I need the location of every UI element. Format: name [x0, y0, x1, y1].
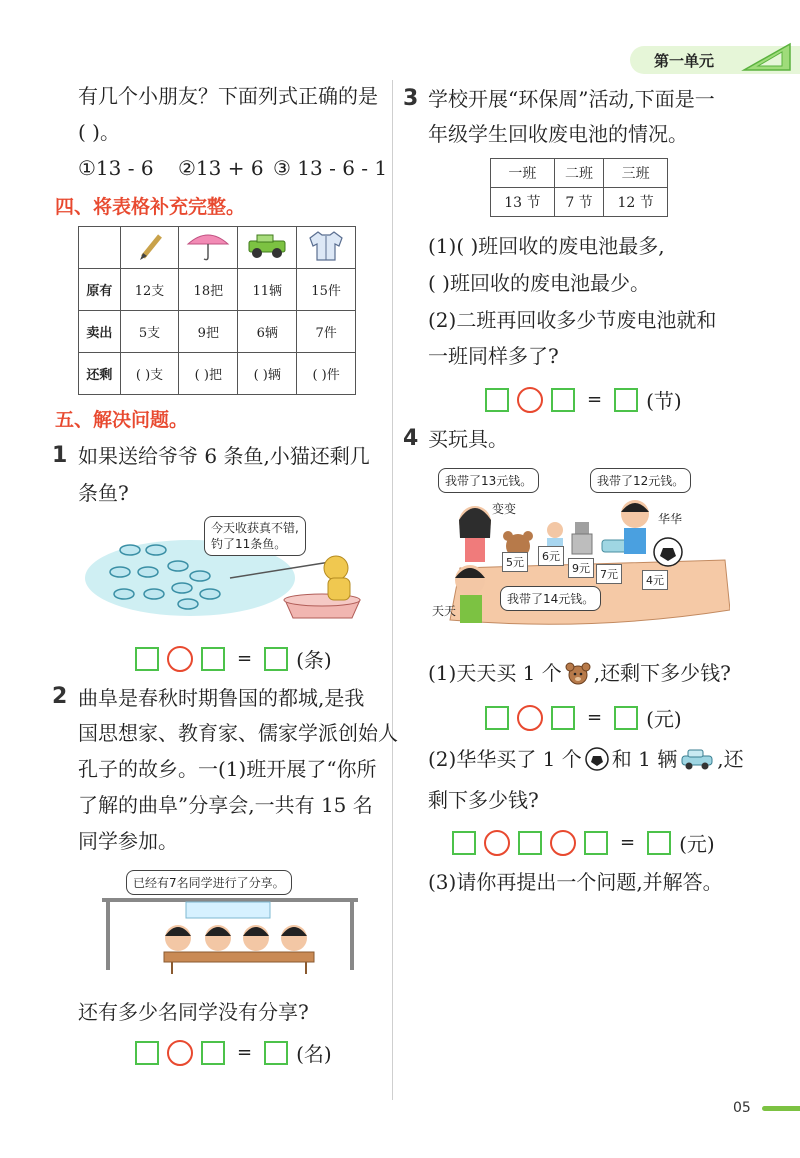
unit-title: 第一单元 [654, 52, 715, 70]
class-3-header: 三班 [604, 159, 668, 188]
problem-3-sub2b: 一班同样多了? [428, 344, 559, 368]
bear-icon [564, 660, 592, 686]
answer-box[interactable] [135, 1041, 159, 1065]
q-tail-line2: ( )。 [78, 120, 120, 144]
toy-shop-illustration [430, 460, 730, 632]
shirt-icon [306, 229, 346, 263]
toy-car-icon [679, 747, 715, 771]
unit-label: (节) [646, 389, 682, 413]
unit-label: (条) [296, 648, 332, 672]
equals-sign: = [237, 648, 253, 669]
problem-4-sub2-a: (2)华华买了 1 个 [428, 747, 582, 771]
problem-2-line5: 同学参加。 [78, 829, 178, 853]
cell: 6辆 [238, 311, 297, 353]
price-tag-ball: 4元 [642, 570, 668, 590]
jeep-icon [243, 231, 291, 261]
unit-header [630, 46, 800, 74]
problem-2-equation [135, 1038, 332, 1067]
problem-3-line2: 年级学生回收废电池的情况。 [428, 122, 688, 146]
fishing-illustration [80, 510, 380, 625]
operator-circle[interactable] [167, 1040, 193, 1066]
ruler-icon [740, 40, 796, 74]
problem-1-number: 1 [52, 443, 68, 468]
answer-box[interactable] [647, 831, 671, 855]
problem-4-sub3: (3)请你再提出一个问题,并解答。 [428, 870, 723, 894]
fill-table [78, 226, 356, 395]
operator-circle[interactable] [517, 387, 543, 413]
price-tag-doll: 6元 [538, 546, 564, 566]
answer-box[interactable] [551, 706, 575, 730]
answer-box[interactable] [614, 388, 638, 412]
cell: 18把 [179, 269, 238, 311]
answer-box[interactable] [264, 647, 288, 671]
problem-4-equation-1 [485, 703, 682, 732]
problem-4-sub2-d: 剩下多少钱? [428, 788, 539, 812]
equals-sign: = [587, 707, 603, 728]
answer-box[interactable] [201, 647, 225, 671]
row-label-sold: 卖出 [79, 311, 121, 353]
problem-2-question: 还有多少名同学没有分享? [78, 1000, 309, 1024]
cell: 11辆 [238, 269, 297, 311]
class-2-value: 7 节 [554, 188, 604, 217]
problem-3-line1: 学校开展“环保周”活动,下面是一 [428, 87, 715, 111]
cat-bubble-line1: 今天收获真不错, [211, 521, 299, 535]
problem-4-sub1-a: (1)天天买 1 个 [428, 661, 562, 685]
equals-sign: = [237, 1042, 253, 1063]
unit-label: (元) [679, 832, 715, 856]
answer-box[interactable] [264, 1041, 288, 1065]
operator-circle[interactable] [167, 646, 193, 672]
cell: 15件 [297, 269, 356, 311]
price-tag-bear: 5元 [502, 552, 528, 572]
problem-3-sub1b: ( )班回收的废电池最少。 [428, 271, 650, 295]
cell: 5支 [120, 311, 179, 353]
answer-box[interactable] [485, 388, 509, 412]
answer-box[interactable] [584, 831, 608, 855]
problem-2-line1: 曲阜是春秋时期鲁国的都城,是我 [78, 686, 365, 710]
column-divider [392, 80, 393, 1100]
cell: 9把 [179, 311, 238, 353]
battery-table [490, 158, 668, 217]
problem-4-sub2-b: 和 1 辆 [611, 747, 678, 771]
answer-box[interactable] [452, 831, 476, 855]
problem-3-sub2a: (2)二班再回收多少节废电池就和 [428, 308, 717, 332]
classroom-illustration [100, 866, 360, 976]
equals-sign: = [620, 832, 636, 853]
answer-box[interactable] [201, 1041, 225, 1065]
problem-4-title: 买玩具。 [428, 427, 508, 451]
problem-1-line1: 如果送给爷爷 6 条鱼,小猫还剩几 [78, 444, 370, 468]
cell: 7件 [297, 311, 356, 353]
answer-cell[interactable]: ( )件 [297, 353, 356, 395]
unit-label: (名) [296, 1042, 332, 1066]
umbrella-icon [184, 230, 232, 262]
problem-2-line2: 国思想家、教育家、儒家学派创始人 [78, 721, 398, 745]
answer-box[interactable] [614, 706, 638, 730]
problem-4-sub1 [428, 660, 731, 686]
name-bianbian: 变变 [492, 502, 517, 516]
problem-4-sub2-c: ,还 [717, 747, 744, 771]
name-huahua: 华华 [658, 512, 683, 526]
answer-box[interactable] [135, 647, 159, 671]
problem-4-equation-2 [452, 828, 715, 857]
bianbian-speech-bubble: 我带了13元钱。 [438, 468, 539, 493]
class-1-value: 13 节 [491, 188, 555, 217]
page-number: 05 [733, 1100, 751, 1116]
problem-4-sub1-b: ,还剩下多少钱? [593, 661, 731, 685]
name-tiantian: 天天 [432, 604, 457, 618]
cat-speech-bubble [204, 516, 306, 556]
soccer-ball-icon [584, 746, 610, 772]
answer-box[interactable] [551, 388, 575, 412]
class-2-header: 二班 [554, 159, 604, 188]
teacher-speech-bubble: 已经有7名同学进行了分享。 [126, 870, 292, 895]
page-number-bar [762, 1106, 800, 1111]
problem-3-number: 3 [403, 86, 419, 111]
price-tag-robot: 9元 [568, 558, 594, 578]
problem-3-sub1a: (1)( )班回收的废电池最多, [428, 234, 665, 258]
operator-circle[interactable] [517, 705, 543, 731]
cell: 12支 [120, 269, 179, 311]
equals-sign: = [587, 389, 603, 410]
price-tag-car: 7元 [596, 564, 622, 584]
q-tail-line1: 有几个小朋友？下面列式正确的是 [78, 84, 378, 108]
problem-3-equation [485, 385, 682, 414]
operator-circle[interactable] [484, 830, 510, 856]
row-label-original: 原有 [79, 269, 121, 311]
problem-2-line3: 孔子的故乡。一(1)班开展了“你所 [78, 757, 377, 781]
q-tail-option-3: ③ 13 - 6 - 1 [273, 156, 388, 180]
problem-4-sub2 [428, 746, 744, 772]
problem-4-number: 4 [403, 426, 419, 451]
q-tail-option-2: ②13 + 6 [178, 156, 264, 180]
problem-1-equation [135, 644, 332, 673]
class-3-value: 12 节 [604, 188, 668, 217]
q-tail-option-1: ①13 - 6 [78, 156, 154, 180]
cat-bubble-line2: 钓了11条鱼。 [211, 537, 287, 552]
huahua-speech-bubble: 我带了12元钱。 [590, 468, 691, 493]
problem-2-line4: 了解的曲阜”分享会,一共有 15 名 [78, 793, 373, 817]
answer-cell[interactable]: ( )支 [120, 353, 179, 395]
answer-cell[interactable]: ( )把 [179, 353, 238, 395]
class-1-header: 一班 [491, 159, 555, 188]
section-5-title: 五、解决问题。 [55, 409, 189, 431]
answer-cell[interactable]: ( )辆 [238, 353, 297, 395]
operator-circle[interactable] [550, 830, 576, 856]
problem-1-line2: 条鱼? [78, 481, 129, 505]
pencil-icon [135, 231, 165, 261]
answer-box[interactable] [518, 831, 542, 855]
answer-box[interactable] [485, 706, 509, 730]
row-label-remaining: 还剩 [79, 353, 121, 395]
unit-label: (元) [646, 707, 682, 731]
problem-2-number: 2 [52, 684, 68, 709]
tiantian-speech-bubble: 我带了14元钱。 [500, 586, 601, 611]
section-4-title: 四、将表格补充完整。 [55, 196, 246, 218]
